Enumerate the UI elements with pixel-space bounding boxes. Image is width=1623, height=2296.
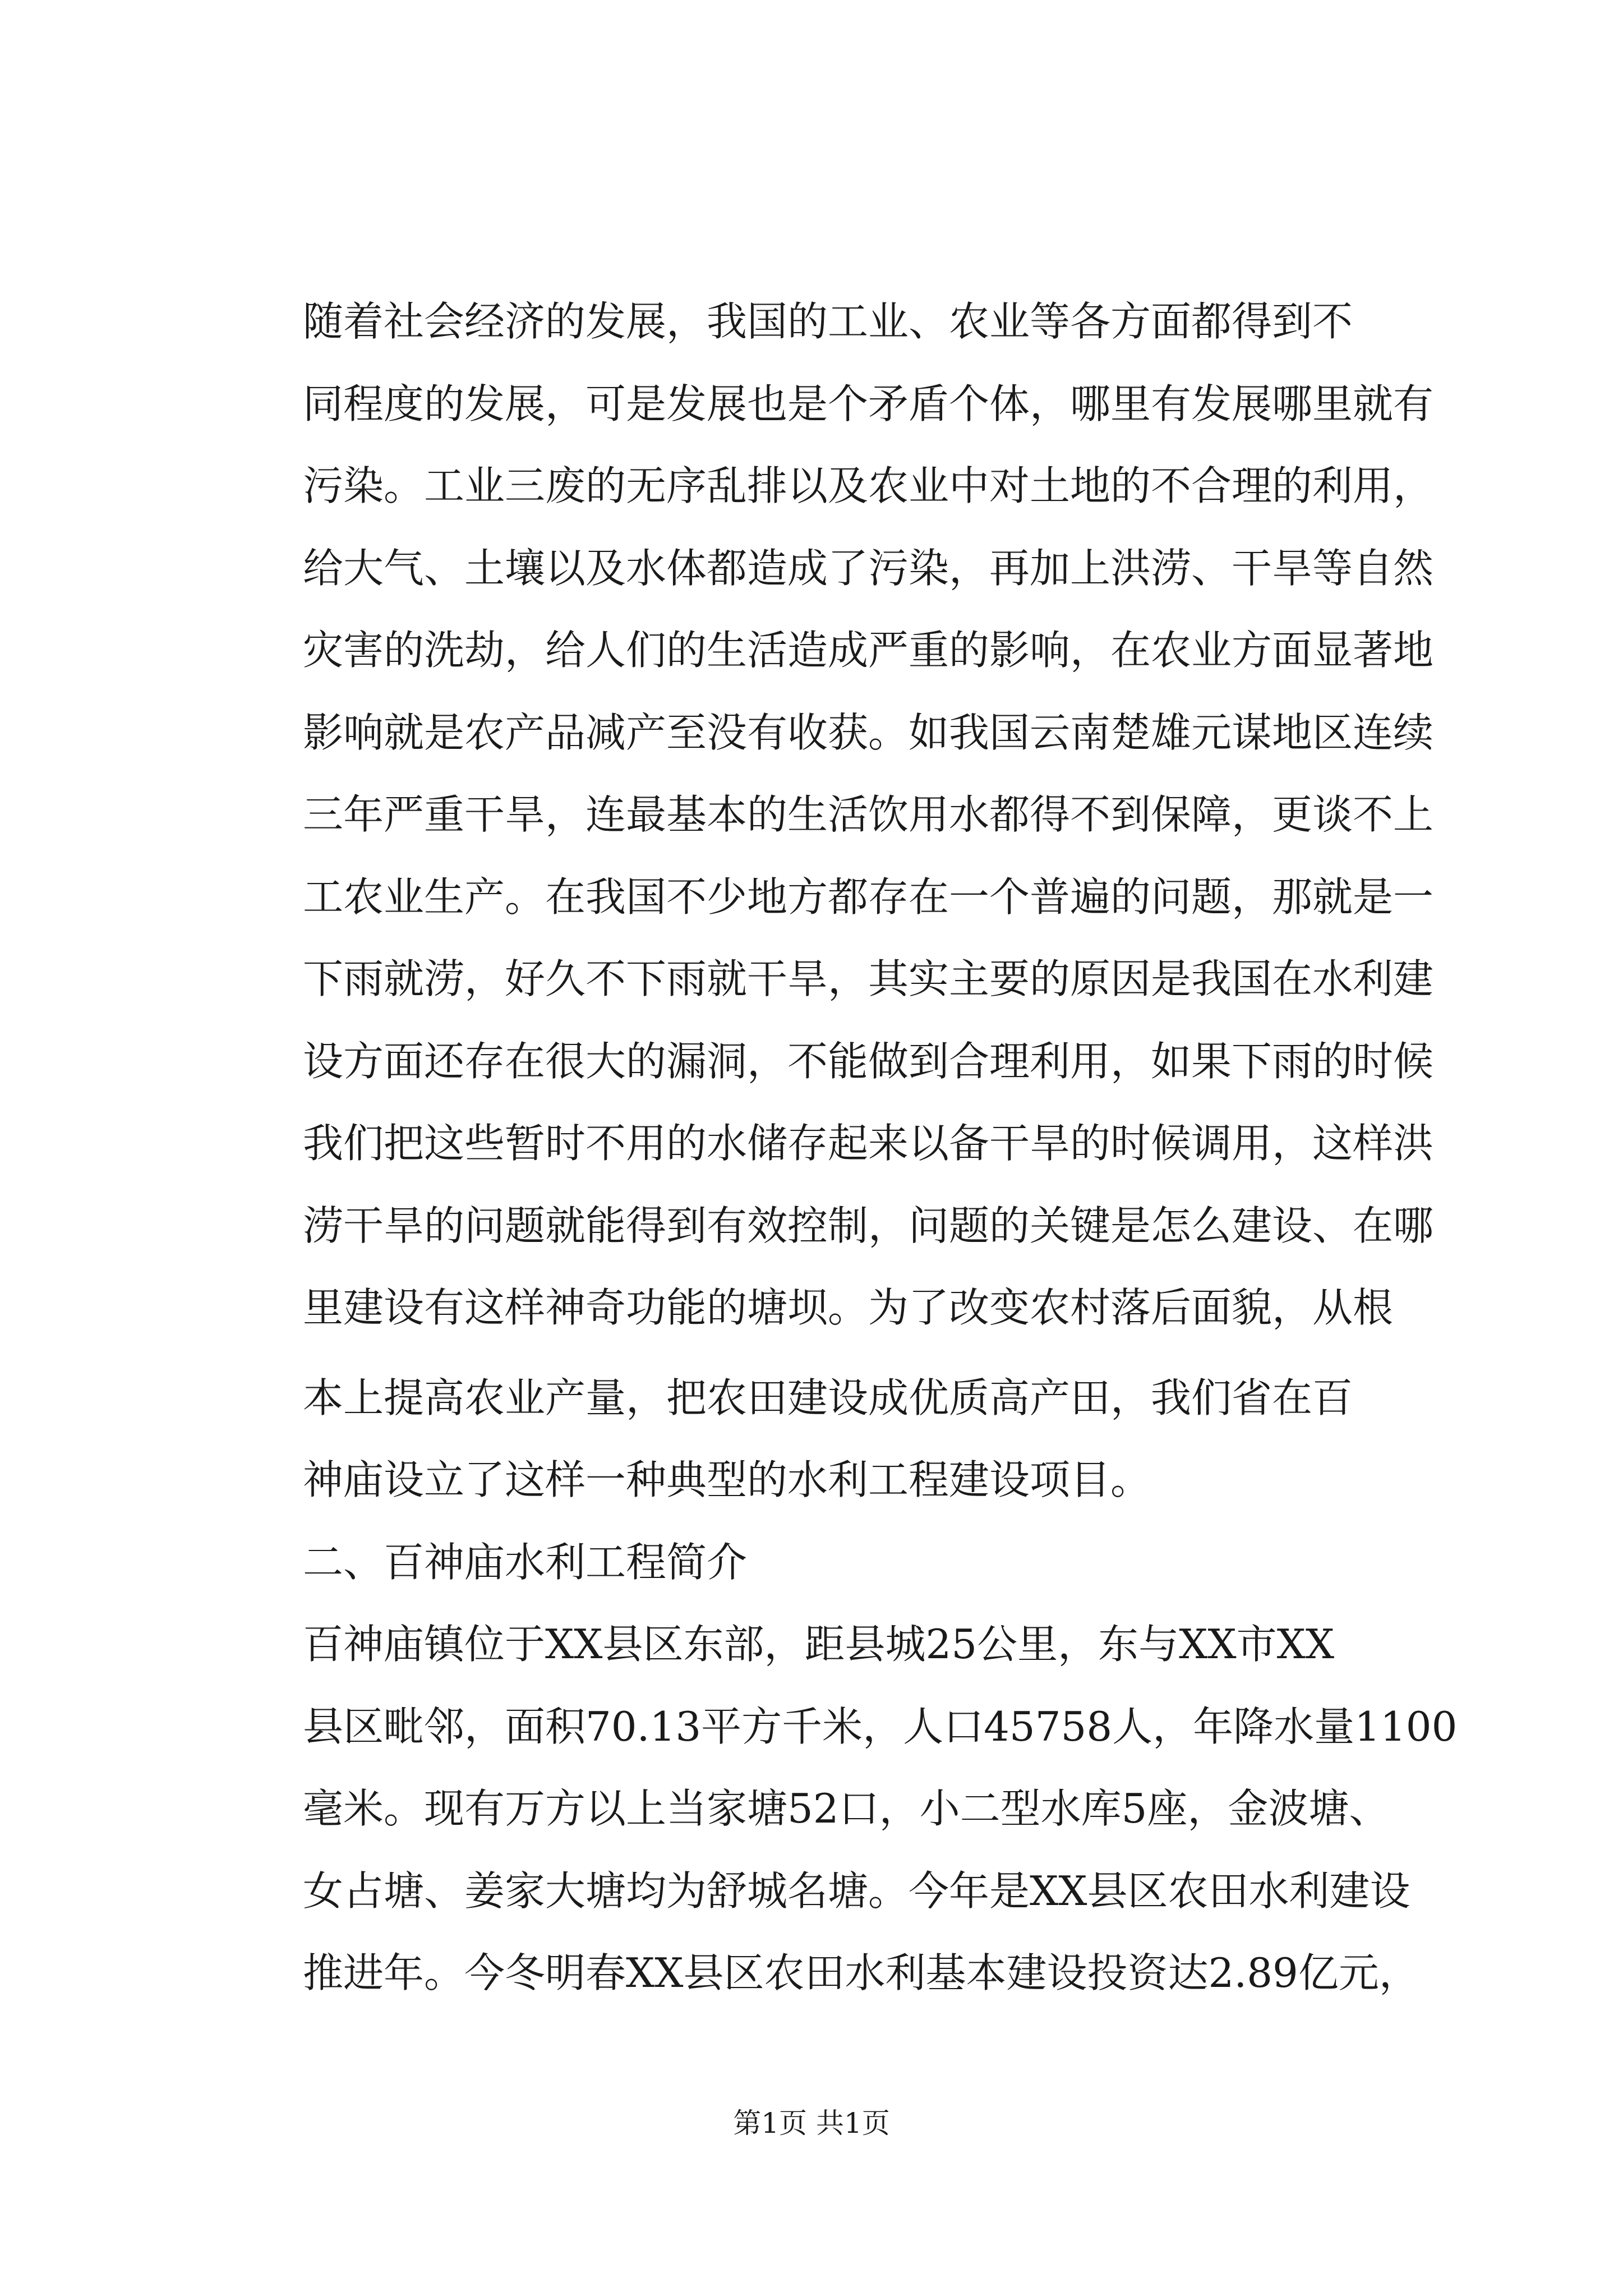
text-line: 女占塘、姜家大塘均为舒城名塘。今年是XX县区农田水利建设	[303, 1867, 1410, 1915]
text-line: 我们把这些暂时不用的水储存起来以备干旱的时候调用，这样洪	[303, 1120, 1434, 1167]
body-text	[303, 280, 1458, 2014]
text-line: 毫米。现有万方以上当家塘52口，小二型水库5座，金波塘、	[303, 1785, 1390, 1832]
text-line: 灾害的洗劫，给人们的生活造成严重的影响，在农业方面显著地	[303, 627, 1434, 674]
text-line: 县区毗邻，面积70.13平方千米，人口45758人，年降水量1100	[303, 1703, 1458, 1750]
text-line: 给大气、土壤以及水体都造成了污染，再加上洪涝、干旱等自然	[303, 544, 1434, 592]
paragraph-gap	[303, 1349, 1408, 1357]
text-line: 污染。工业三废的无序乱排以及农业中对土地的不合理的利用，	[303, 462, 1434, 509]
text-line: 百神庙镇位于XX县区东部，距县城25公里，东与XX市XX	[303, 1621, 1335, 1668]
text-line: 本上提高农业产量，把农田建设成优质高产田，我们省在百	[303, 1374, 1353, 1421]
text-line: 三年严重干旱，连最基本的生活饮用水都得不到保障，更谈不上	[303, 791, 1434, 838]
text-line: 推进年。今冬明春XX县区农田水利基本建设投资达2.89亿元，	[303, 1949, 1419, 1996]
text-line: 工农业生产。在我国不少地方都存在一个普遍的问题，那就是一	[303, 873, 1434, 921]
text-line: 随着社会经济的发展，我国的工业、农业等各方面都得到不	[303, 298, 1353, 345]
text-line: 神庙设立了这样一种典型的水利工程建设项目。	[303, 1456, 1151, 1503]
text-line: 下雨就涝，好久不下雨就干旱，其实主要的原因是我国在水利建	[303, 955, 1434, 1002]
text-line: 里建设有这样神奇功能的塘坝。为了改变农村落后面貌，从根	[303, 1284, 1394, 1331]
text-line: 涝干旱的问题就能得到有效控制，问题的关键是怎么建设、在哪	[303, 1202, 1434, 1249]
page-footer: 第1页 共1页	[733, 2107, 890, 2139]
text-line: 影响就是农产品减产至没有收获。如我国云南楚雄元谋地区连续	[303, 708, 1434, 756]
text-line: 设方面还存在很大的漏洞，不能做到合理利用，如果下雨的时候	[303, 1037, 1434, 1085]
section-heading: 二、百神庙水利工程简介	[303, 1538, 748, 1586]
text-line: 同程度的发展，可是发展也是个矛盾个体，哪里有发展哪里就有	[303, 380, 1434, 427]
